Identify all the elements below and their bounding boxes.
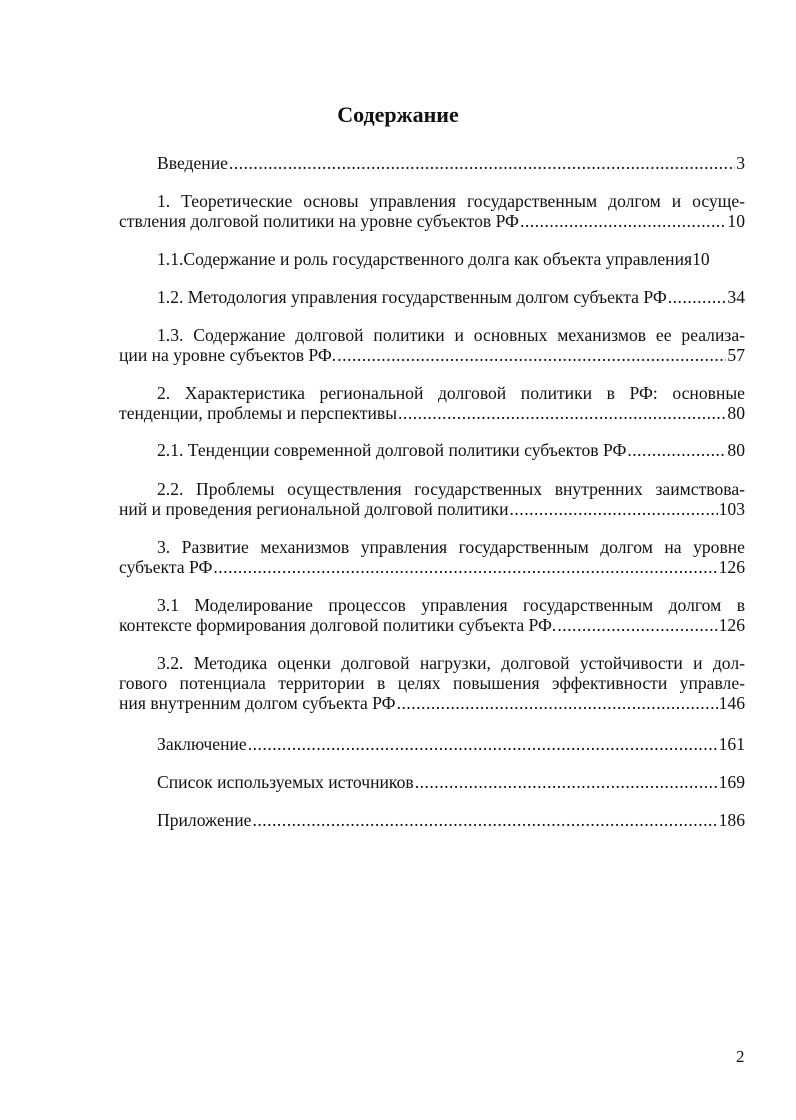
toc-line — [119, 403, 745, 423]
toc-page-number: 126 — [718, 557, 745, 577]
toc-line — [119, 287, 745, 307]
toc-page-number: 80 — [727, 403, 745, 423]
toc-entry-conclusion[interactable] — [119, 734, 745, 754]
toc-line — [119, 615, 745, 635]
toc-page-number: 80 — [727, 440, 745, 460]
toc-entry-section-1-1[interactable] — [119, 249, 745, 269]
dot-leader — [213, 557, 717, 577]
toc-entry-title: Заключение — [157, 734, 247, 754]
dot-leader — [252, 810, 717, 830]
toc-line — [119, 772, 745, 792]
dot-leader — [510, 499, 718, 519]
toc-line: 1.3. Содержание долговой политики и основных механизмов ее реализа- — [157, 325, 745, 345]
toc-line: гового потенциала территории в целях повышения эффективности управле- — [119, 673, 745, 693]
toc-entry-title: ния внутренним долгом субъекта РФ — [119, 693, 396, 713]
dot-leader — [398, 403, 726, 423]
toc-page-number: 186 — [718, 810, 745, 830]
toc-line: 3.1 Моделирование процессов управления государственным долгом в — [157, 595, 745, 615]
toc-line — [119, 345, 745, 365]
page-number: 2 — [736, 1047, 745, 1066]
toc-entry-title: Список используемых источников — [157, 772, 414, 792]
toc-entry-title: контексте формирования долговой политики субъекта РФ. — [119, 615, 557, 635]
toc-entry-chapter-1[interactable] — [119, 191, 745, 231]
toc-entry-section-2-1[interactable] — [119, 440, 745, 460]
toc-line — [119, 810, 745, 830]
dot-leader — [520, 211, 726, 231]
toc-line — [119, 499, 745, 519]
dot-leader — [248, 734, 718, 754]
dot-leader — [337, 345, 726, 365]
toc-entry-title: 1.2. Методология управления государственным долгом субъекта РФ — [157, 287, 667, 307]
toc-line — [119, 440, 745, 460]
toc-entry-section-1-2[interactable] — [119, 287, 745, 307]
toc-page-number: 57 — [727, 345, 745, 365]
toc-entry-introduction[interactable] — [119, 153, 745, 173]
toc-line — [119, 693, 745, 713]
toc-entry-section-3-2[interactable] — [119, 653, 745, 713]
toc-entry-title: тенденции, проблемы и перспективы — [119, 403, 398, 423]
toc-entry-chapter-3[interactable] — [119, 537, 745, 577]
toc-line: 1.1.Содержание и роль государственного долга как объекта управления10 — [157, 249, 710, 269]
toc-entry-section-3-1[interactable] — [119, 595, 745, 635]
toc-line — [119, 557, 745, 577]
toc-entry-title: Приложение — [157, 810, 252, 830]
dot-leader — [627, 440, 726, 460]
toc-entry-title: субъекта РФ — [119, 557, 213, 577]
toc-entry-title: ции на уровне субъектов РФ. — [119, 345, 337, 365]
toc-line: 2. Характеристика региональной долговой политики в РФ: основные — [157, 383, 745, 403]
dot-leader — [229, 153, 735, 173]
toc-page-number: 146 — [718, 693, 745, 713]
dot-leader — [397, 693, 718, 713]
toc-page-number: 103 — [718, 499, 745, 519]
toc-line: 3.2. Методика оценки долговой нагрузки, долговой устойчивости и дол- — [157, 653, 745, 673]
dot-leader — [415, 772, 718, 792]
toc-entry-section-2-2[interactable] — [119, 479, 745, 519]
toc-entry-appendix[interactable] — [119, 810, 745, 830]
toc-page-number: 161 — [718, 734, 745, 754]
toc-entry-title: Введение — [157, 153, 228, 173]
toc-line — [119, 211, 745, 231]
toc-entry-section-1-3[interactable] — [119, 325, 745, 365]
toc-line — [119, 734, 745, 754]
dot-leader — [557, 615, 717, 635]
toc-entry-title: ствления долговой политики на уровне субъектов РФ — [119, 211, 519, 231]
page-title: Содержание — [337, 102, 459, 127]
toc-entry-title: 2.1. Тенденции современной долговой политики субъектов РФ — [157, 440, 627, 460]
toc-entry-chapter-2[interactable] — [119, 383, 745, 423]
dot-leader — [668, 287, 727, 307]
toc-line: 2.2. Проблемы осуществления государственных внутренних заимствова- — [157, 479, 745, 499]
toc-page-number: 34 — [727, 287, 745, 307]
toc-page-number: 3 — [736, 153, 745, 173]
toc-line: 3. Развитие механизмов управления государственным долгом на уровне — [157, 537, 745, 557]
toc-entry-title: ний и проведения региональной долговой политики — [119, 499, 509, 519]
toc-line: 1. Теоретические основы управления государственным долгом и осуще- — [157, 191, 745, 211]
toc-page-number: 169 — [718, 772, 745, 792]
toc-page-number: 10 — [727, 211, 745, 231]
toc-page-number: 126 — [718, 615, 745, 635]
toc-line — [119, 153, 745, 173]
toc-entry-references[interactable] — [119, 772, 745, 792]
